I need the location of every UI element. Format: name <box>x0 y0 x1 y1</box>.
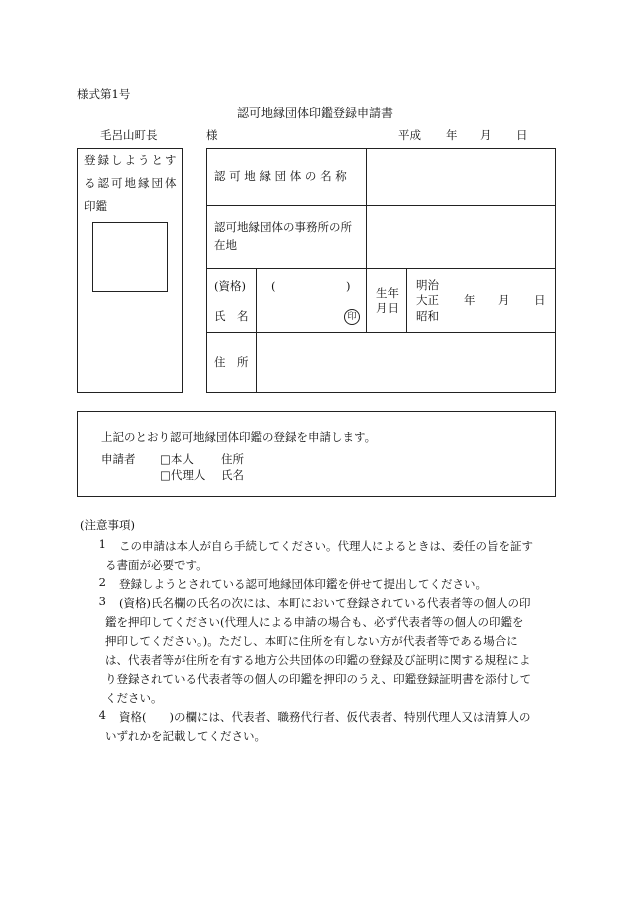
seal-box-label-line-3: 印鑑 <box>84 199 107 213</box>
table-divider <box>206 332 556 333</box>
note-text: 登録しようとされている認可地縁団体印鑑を併せて提出してください。 <box>119 577 487 591</box>
note-text: 資格( )の欄には、代表者、職務代行者、仮代表者、特別代理人又は清算人の <box>119 710 531 724</box>
application-box <box>77 411 556 497</box>
note-text: 押印してください。)。ただし、本町に住所を有しない方が代表者等である場合に <box>105 634 518 648</box>
date-year-label: 年 <box>446 128 458 142</box>
table-divider <box>206 205 556 206</box>
table-divider <box>366 148 367 268</box>
note-number: 3 <box>98 594 106 608</box>
option-self-checkbox[interactable]: □本人 <box>160 452 194 466</box>
note-text: (資格)氏名欄の氏名の次には、本町において登録されている代表者等の個人の印 <box>119 596 531 610</box>
address-label: 住 所 <box>214 355 249 369</box>
birth-label-line-1: 生年 <box>376 286 399 300</box>
org-name-field[interactable] <box>368 150 554 204</box>
table-divider <box>206 268 556 269</box>
seal-impression-area[interactable] <box>92 222 168 292</box>
note-text: いずれかを記載してください。 <box>105 729 266 743</box>
date-era: 平成 <box>398 128 421 142</box>
office-location-field[interactable] <box>368 207 554 267</box>
table-divider <box>256 268 257 393</box>
birth-year-label: 年 <box>464 293 476 307</box>
table-divider <box>406 268 407 332</box>
note-number: 2 <box>98 575 106 589</box>
note-text: は、代表者等が住所を有する地方公共団体の印鑑の登録及び証明に関する規程によ <box>105 653 531 667</box>
notes-heading: (注意事項) <box>80 518 135 532</box>
birth-day-label: 日 <box>534 293 546 307</box>
applicant-name-label: 氏名 <box>221 468 244 482</box>
org-name-label: 認 可 地 縁 団 体 の 名 称 <box>214 169 347 183</box>
application-statement: 上記のとおり認可地縁団体印鑑の登録を申請します。 <box>101 430 377 444</box>
name-label: 氏 名 <box>214 309 249 323</box>
birth-label-line-2: 月日 <box>376 301 399 315</box>
qualification-field[interactable] <box>278 278 342 294</box>
note-text: この申請は本人が自ら手続してください。代理人によるときは、委任の旨を証す <box>119 539 533 553</box>
form-number: 様式第1号 <box>77 87 131 101</box>
table-divider <box>366 268 367 332</box>
era-option-meiji[interactable]: 明治 <box>416 278 439 292</box>
note-text: 鑑を押印してください(代理人による申請の場合も、必ず代表者等の個人の印鑑を <box>105 615 524 629</box>
era-option-showa[interactable]: 昭和 <box>416 309 439 323</box>
birth-month-label: 月 <box>498 293 510 307</box>
qualification-paren-close: ) <box>346 279 351 293</box>
addressee: 毛呂山町長 <box>100 128 158 142</box>
date-month-label: 月 <box>480 128 492 142</box>
applicant-address-label: 住所 <box>221 452 244 466</box>
note-text: り登録されている代表者等の個人の印鑑を押印のうえ、印鑑登録証明書を添付して <box>105 672 532 686</box>
note-number: 1 <box>98 537 106 551</box>
qualification-label: (資格) <box>214 279 246 293</box>
seal-mark-icon: 印 <box>344 309 360 325</box>
address-field[interactable] <box>258 334 554 392</box>
honorific: 様 <box>206 128 218 142</box>
seal-box-label-line-1: 登録しようとす <box>84 153 179 167</box>
note-number: 4 <box>98 708 106 722</box>
note-text: る書面が必要です。 <box>105 558 208 572</box>
era-option-taisho[interactable]: 大正 <box>416 293 439 307</box>
seal-mark <box>344 308 360 325</box>
applicant-name-field[interactable] <box>260 300 342 326</box>
seal-box-label-line-2: る認可地縁団体 <box>84 176 179 190</box>
applicant-label: 申請者 <box>101 452 136 466</box>
option-agent-checkbox[interactable]: □代理人 <box>160 468 206 482</box>
qualification-paren-open: ( <box>271 279 276 293</box>
page-title: 認可地縁団体印鑑登録申請書 <box>237 106 394 120</box>
note-text: ください。 <box>105 691 163 705</box>
date-day-label: 日 <box>516 128 528 142</box>
office-label-line-1: 認可地縁団体の事務所の所 <box>214 220 352 234</box>
office-label-line-2: 在地 <box>214 238 237 252</box>
